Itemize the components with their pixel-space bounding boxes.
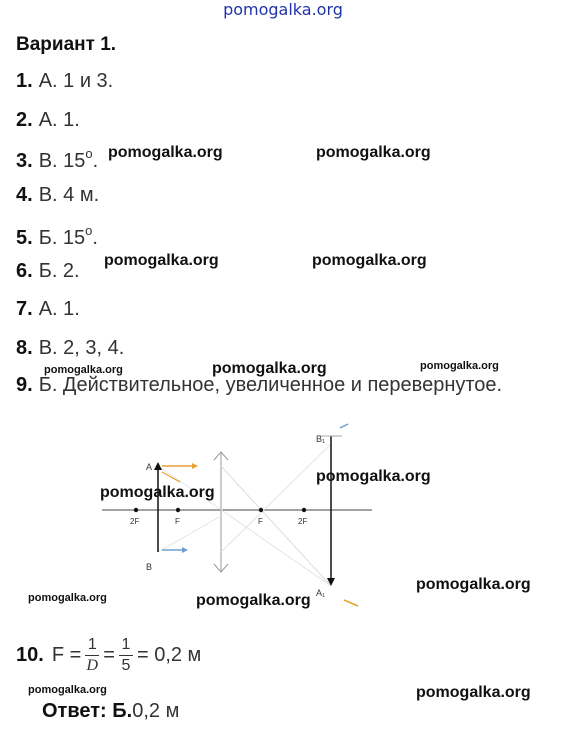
point-f-right — [259, 508, 263, 512]
answer-number: 10. — [16, 644, 44, 666]
fraction-numerator: 1 — [121, 636, 131, 653]
watermark: pomogalka.org — [100, 484, 215, 501]
final-answer — [42, 700, 179, 723]
watermark: pomogalka.org — [104, 252, 219, 269]
site-watermark[interactable]: pomogalka.org — [223, 0, 343, 19]
fraction-denominator: D — [86, 657, 99, 674]
answer-line — [16, 70, 113, 93]
answer-label: Ответ: — [42, 700, 107, 722]
watermark: pomogalka.org — [196, 592, 311, 609]
answer-value: 0,2 м — [132, 700, 180, 722]
answer-text: В. 4 м. — [38, 184, 100, 206]
answer-tail: . — [92, 227, 98, 249]
ray-arrow-blue-2 — [340, 424, 348, 428]
ray-arrowhead-orange — [192, 463, 198, 469]
label-a: A — [146, 462, 153, 472]
answer-line — [16, 146, 98, 173]
point-2f-right — [302, 508, 306, 512]
formula-line — [16, 636, 201, 675]
answer-text: В. 15 — [38, 150, 86, 172]
image-arrowhead — [327, 578, 335, 586]
answer-line — [16, 109, 80, 132]
point-f-left — [176, 508, 180, 512]
answer-number: 1. — [16, 70, 33, 92]
lens-ray-diagram — [96, 420, 386, 620]
answer-number: 6. — [16, 260, 33, 282]
label-2f-left: 2F — [130, 517, 140, 526]
label-f-right: F — [258, 517, 263, 526]
label-b1: B₁ — [316, 434, 326, 444]
watermark: pomogalka.org — [44, 364, 123, 376]
variant-heading: Вариант 1. — [16, 34, 117, 55]
degree-sign: o — [85, 146, 93, 161]
answer-line — [16, 260, 80, 283]
fraction-bar — [85, 655, 99, 656]
answer-line — [16, 337, 124, 360]
watermark: pomogalka.org — [212, 360, 327, 377]
formula-equals: = — [103, 644, 115, 666]
answer-line — [16, 223, 98, 250]
answer-text: Б. Действительное, увеличенное и перевернутое. — [38, 374, 503, 396]
answer-text: А. 1. — [38, 109, 80, 131]
object-arrowhead — [154, 462, 162, 470]
ray-arrowhead-blue — [182, 547, 188, 553]
watermark: pomogalka.org — [316, 468, 431, 485]
answer-number: 4. — [16, 184, 33, 206]
answer-text: А. 1 и 3. — [38, 70, 114, 92]
point-2f-left — [134, 508, 138, 512]
ray-upper-image — [221, 444, 331, 552]
watermark: pomogalka.org — [416, 576, 531, 593]
fraction-1-over-d — [85, 636, 99, 675]
fraction-numerator: 1 — [87, 636, 97, 653]
answer-line — [16, 298, 80, 321]
fraction-1-over-5 — [119, 636, 133, 675]
answer-text: А. 1. — [38, 298, 80, 320]
watermark: pomogalka.org — [28, 684, 107, 696]
answer-line — [16, 184, 99, 207]
answer-tail: . — [92, 150, 99, 172]
ray-lower — [158, 516, 221, 552]
label-b: B — [146, 562, 153, 572]
label-a1: A₁ — [316, 588, 326, 598]
label-f-left: F — [175, 517, 180, 526]
watermark: pomogalka.org — [28, 592, 107, 604]
label-2f-right: 2F — [298, 517, 308, 526]
answer-number: 9. — [16, 374, 33, 396]
watermark: pomogalka.org — [108, 144, 223, 161]
watermark: pomogalka.org — [420, 360, 499, 372]
watermark: pomogalka.org — [316, 144, 431, 161]
formula-lhs: F = — [51, 644, 82, 666]
answer-number: 3. — [16, 150, 33, 172]
answer-text: В. 2, 3, 4. — [38, 337, 125, 359]
formula-result: = 0,2 м — [136, 644, 202, 666]
degree-sign: o — [85, 223, 93, 238]
answer-number: 7. — [16, 298, 33, 320]
ray-arrow-orange-3 — [344, 600, 358, 606]
watermark: pomogalka.org — [312, 252, 427, 269]
answer-text: Б. 2. — [38, 260, 80, 282]
ray-refracted — [221, 466, 331, 586]
fraction-bar — [119, 655, 133, 656]
answer-letter: Б. — [112, 700, 133, 722]
watermark: pomogalka.org — [416, 684, 531, 701]
fraction-denominator: 5 — [121, 657, 131, 674]
answer-number: 5. — [16, 227, 33, 249]
ray-arrow-orange-2 — [162, 472, 180, 482]
answer-number: 2. — [16, 109, 33, 131]
answer-text: Б. 15 — [38, 227, 86, 249]
answer-number: 8. — [16, 337, 33, 359]
